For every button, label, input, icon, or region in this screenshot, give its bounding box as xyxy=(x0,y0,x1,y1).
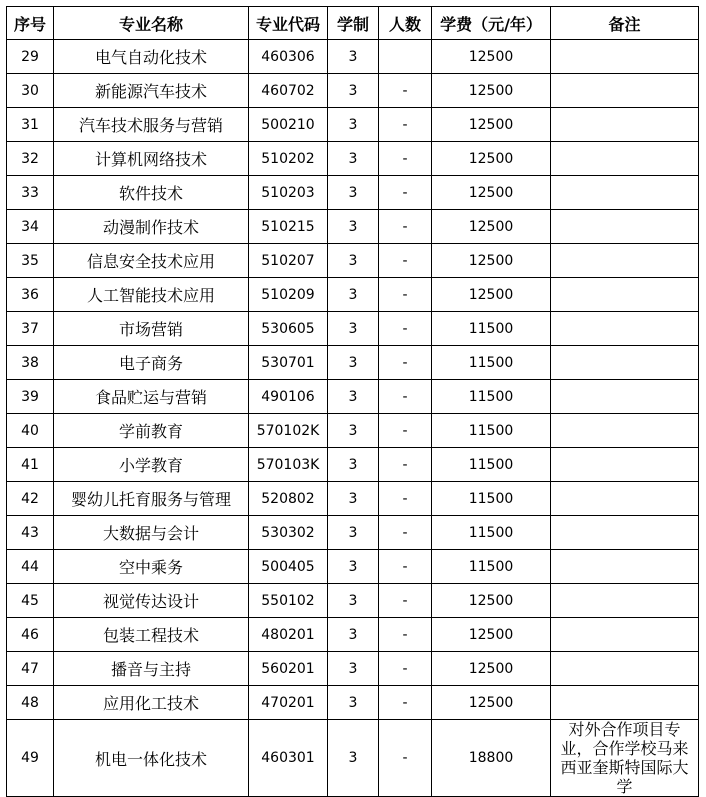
header-remarks: 备注 xyxy=(551,7,699,40)
cell-index: 49 xyxy=(7,720,54,797)
table-row xyxy=(7,448,699,482)
cell-program-name: 信息安全技术应用 xyxy=(54,244,249,278)
table-row xyxy=(7,516,699,550)
cell-remarks xyxy=(551,414,699,448)
cell-program-code: 490106 xyxy=(249,380,328,414)
cell-index: 40 xyxy=(7,414,54,448)
table-body xyxy=(7,40,699,797)
cell-program-code: 550102 xyxy=(249,584,328,618)
header-count: 人数 xyxy=(379,7,432,40)
table-row xyxy=(7,414,699,448)
cell-remarks xyxy=(551,210,699,244)
cell-tuition: 12500 xyxy=(432,244,551,278)
cell-tuition: 11500 xyxy=(432,448,551,482)
cell-tuition: 12500 xyxy=(432,40,551,74)
table-row xyxy=(7,40,699,74)
cell-count: - xyxy=(379,244,432,278)
cell-program-code: 500210 xyxy=(249,108,328,142)
cell-program-name: 电子商务 xyxy=(54,346,249,380)
cell-remarks xyxy=(551,618,699,652)
cell-duration: 3 xyxy=(328,142,379,176)
cell-tuition: 12500 xyxy=(432,584,551,618)
cell-program-code: 460301 xyxy=(249,720,328,797)
cell-program-name: 学前教育 xyxy=(54,414,249,448)
cell-duration: 3 xyxy=(328,346,379,380)
cell-duration: 3 xyxy=(328,516,379,550)
cell-remarks xyxy=(551,482,699,516)
cell-count: - xyxy=(379,686,432,720)
cell-program-code: 500405 xyxy=(249,550,328,584)
cell-duration: 3 xyxy=(328,108,379,142)
cell-duration: 3 xyxy=(328,414,379,448)
header-index: 序号 xyxy=(7,7,54,40)
cell-tuition: 12500 xyxy=(432,278,551,312)
cell-program-name: 汽车技术服务与营销 xyxy=(54,108,249,142)
cell-tuition: 12500 xyxy=(432,108,551,142)
cell-tuition: 11500 xyxy=(432,482,551,516)
cell-program-code: 570102K xyxy=(249,414,328,448)
cell-count: - xyxy=(379,652,432,686)
table-row xyxy=(7,618,699,652)
header-tuition: 学费（元/年） xyxy=(432,7,551,40)
cell-program-name: 动漫制作技术 xyxy=(54,210,249,244)
cell-program-name: 小学教育 xyxy=(54,448,249,482)
cell-program-name: 机电一体化技术 xyxy=(54,720,249,797)
cell-duration: 3 xyxy=(328,210,379,244)
cell-duration: 3 xyxy=(328,244,379,278)
cell-program-code: 510209 xyxy=(249,278,328,312)
cell-count: - xyxy=(379,108,432,142)
cell-tuition: 12500 xyxy=(432,74,551,108)
cell-count: - xyxy=(379,482,432,516)
cell-program-name: 软件技术 xyxy=(54,176,249,210)
cell-duration: 3 xyxy=(328,652,379,686)
cell-remarks xyxy=(551,516,699,550)
table-row xyxy=(7,482,699,516)
cell-duration: 3 xyxy=(328,278,379,312)
table-row xyxy=(7,108,699,142)
cell-duration: 3 xyxy=(328,550,379,584)
table-row xyxy=(7,652,699,686)
cell-tuition: 11500 xyxy=(432,550,551,584)
cell-remarks xyxy=(551,652,699,686)
table-row xyxy=(7,176,699,210)
cell-remarks xyxy=(551,448,699,482)
cell-duration: 3 xyxy=(328,176,379,210)
cell-count xyxy=(379,40,432,74)
cell-program-code: 520802 xyxy=(249,482,328,516)
cell-index: 32 xyxy=(7,142,54,176)
cell-program-name: 应用化工技术 xyxy=(54,686,249,720)
cell-program-code: 510207 xyxy=(249,244,328,278)
cell-index: 35 xyxy=(7,244,54,278)
cell-duration: 3 xyxy=(328,380,379,414)
table-row xyxy=(7,74,699,108)
cell-remarks xyxy=(551,176,699,210)
cell-index: 34 xyxy=(7,210,54,244)
cell-index: 29 xyxy=(7,40,54,74)
header-row xyxy=(7,7,699,40)
cell-tuition: 12500 xyxy=(432,142,551,176)
cell-remarks xyxy=(551,312,699,346)
cell-tuition: 11500 xyxy=(432,380,551,414)
cell-program-name: 视觉传达设计 xyxy=(54,584,249,618)
cell-program-name: 空中乘务 xyxy=(54,550,249,584)
cell-tuition: 12500 xyxy=(432,652,551,686)
cell-tuition: 11500 xyxy=(432,414,551,448)
table-row xyxy=(7,686,699,720)
table-row xyxy=(7,244,699,278)
cell-remarks xyxy=(551,108,699,142)
cell-count: - xyxy=(379,618,432,652)
cell-index: 39 xyxy=(7,380,54,414)
cell-program-code: 570103K xyxy=(249,448,328,482)
header-program-name: 专业名称 xyxy=(54,7,249,40)
header-program-code: 专业代码 xyxy=(249,7,328,40)
table-row xyxy=(7,346,699,380)
table-row xyxy=(7,210,699,244)
cell-duration: 3 xyxy=(328,448,379,482)
cell-program-code: 480201 xyxy=(249,618,328,652)
cell-remarks xyxy=(551,142,699,176)
cell-index: 36 xyxy=(7,278,54,312)
cell-remarks xyxy=(551,74,699,108)
cell-program-name: 计算机网络技术 xyxy=(54,142,249,176)
cell-program-code: 510202 xyxy=(249,142,328,176)
cell-count: - xyxy=(379,516,432,550)
cell-duration: 3 xyxy=(328,482,379,516)
cell-program-name: 市场营销 xyxy=(54,312,249,346)
table-row xyxy=(7,584,699,618)
cell-index: 46 xyxy=(7,618,54,652)
cell-tuition: 12500 xyxy=(432,176,551,210)
cell-duration: 3 xyxy=(328,74,379,108)
cell-index: 33 xyxy=(7,176,54,210)
cell-index: 41 xyxy=(7,448,54,482)
cell-count: - xyxy=(379,210,432,244)
cell-count: - xyxy=(379,176,432,210)
table-row xyxy=(7,278,699,312)
cell-index: 42 xyxy=(7,482,54,516)
cell-duration: 3 xyxy=(328,618,379,652)
cell-remarks xyxy=(551,278,699,312)
cell-tuition: 12500 xyxy=(432,618,551,652)
cell-count: - xyxy=(379,346,432,380)
cell-index: 44 xyxy=(7,550,54,584)
cell-tuition: 11500 xyxy=(432,516,551,550)
cell-tuition: 12500 xyxy=(432,686,551,720)
cell-program-code: 530302 xyxy=(249,516,328,550)
cell-program-name: 电气自动化技术 xyxy=(54,40,249,74)
cell-count: - xyxy=(379,142,432,176)
cell-count: - xyxy=(379,550,432,584)
cell-tuition: 18800 xyxy=(432,720,551,797)
cell-duration: 3 xyxy=(328,720,379,797)
cell-index: 38 xyxy=(7,346,54,380)
cell-count: - xyxy=(379,584,432,618)
cell-duration: 3 xyxy=(328,686,379,720)
cell-index: 48 xyxy=(7,686,54,720)
cell-index: 45 xyxy=(7,584,54,618)
cell-index: 30 xyxy=(7,74,54,108)
cell-remarks xyxy=(551,40,699,74)
cell-program-name: 播音与主持 xyxy=(54,652,249,686)
cell-program-code: 530605 xyxy=(249,312,328,346)
table-row xyxy=(7,720,699,797)
cell-count: - xyxy=(379,414,432,448)
cell-program-code: 470201 xyxy=(249,686,328,720)
table-row xyxy=(7,550,699,584)
table-row xyxy=(7,142,699,176)
cell-count: - xyxy=(379,74,432,108)
cell-program-name: 食品贮运与营销 xyxy=(54,380,249,414)
header-duration: 学制 xyxy=(328,7,379,40)
cell-tuition: 12500 xyxy=(432,210,551,244)
cell-program-name: 人工智能技术应用 xyxy=(54,278,249,312)
cell-duration: 3 xyxy=(328,312,379,346)
cell-index: 47 xyxy=(7,652,54,686)
cell-program-name: 婴幼儿托育服务与管理 xyxy=(54,482,249,516)
cell-index: 31 xyxy=(7,108,54,142)
cell-remarks xyxy=(551,550,699,584)
cell-remarks xyxy=(551,584,699,618)
cell-program-code: 460702 xyxy=(249,74,328,108)
cell-remarks: 对外合作项目专业，合作学校马来西亚奎斯特国际大学 xyxy=(551,720,699,797)
cell-program-name: 包装工程技术 xyxy=(54,618,249,652)
cell-remarks xyxy=(551,244,699,278)
cell-tuition: 11500 xyxy=(432,346,551,380)
cell-count: - xyxy=(379,720,432,797)
cell-count: - xyxy=(379,278,432,312)
cell-program-name: 大数据与会计 xyxy=(54,516,249,550)
cell-duration: 3 xyxy=(328,40,379,74)
cell-program-code: 510203 xyxy=(249,176,328,210)
cell-count: - xyxy=(379,312,432,346)
table-row xyxy=(7,380,699,414)
cell-program-code: 510215 xyxy=(249,210,328,244)
cell-count: - xyxy=(379,448,432,482)
cell-count: - xyxy=(379,380,432,414)
cell-duration: 3 xyxy=(328,584,379,618)
cell-program-code: 560201 xyxy=(249,652,328,686)
cell-remarks xyxy=(551,380,699,414)
cell-index: 37 xyxy=(7,312,54,346)
cell-remarks xyxy=(551,686,699,720)
cell-tuition: 11500 xyxy=(432,312,551,346)
cell-program-code: 530701 xyxy=(249,346,328,380)
cell-index: 43 xyxy=(7,516,54,550)
table-row xyxy=(7,312,699,346)
cell-program-code: 460306 xyxy=(249,40,328,74)
program-fee-table xyxy=(6,6,699,797)
cell-program-name: 新能源汽车技术 xyxy=(54,74,249,108)
cell-remarks xyxy=(551,346,699,380)
